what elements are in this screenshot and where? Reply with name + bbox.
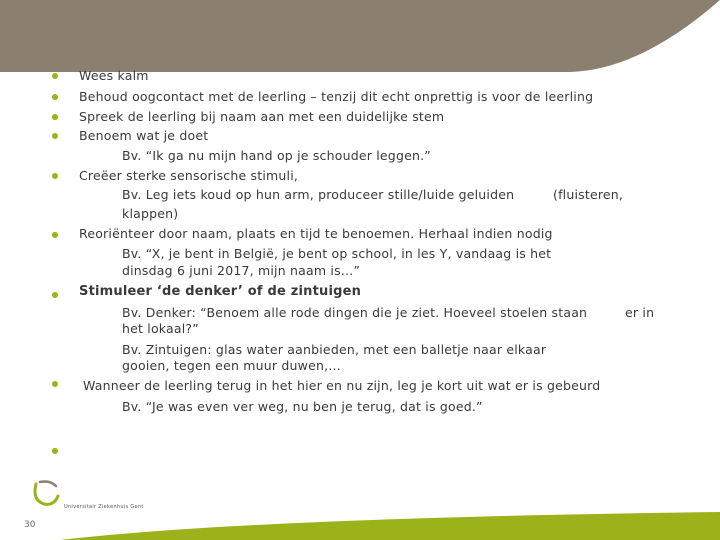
bullet (52, 73, 58, 79)
example-line: Bv. Leg iets koud op hun arm, produceer stille/luide geluiden (122, 187, 515, 202)
bullet (52, 173, 58, 179)
bullet (52, 448, 58, 454)
footer-band (0, 510, 720, 540)
bullet (52, 94, 58, 100)
list-item: Wees kalm (79, 68, 149, 83)
bullet (52, 232, 58, 238)
bullet (52, 133, 58, 139)
page-number: 30 (24, 520, 36, 530)
example-line: er in (625, 305, 655, 320)
example-line: dinsdag 6 juni 2017, mijn naam is…” (122, 263, 361, 278)
list-item: Wanneer de leerling terug in het hier en nu zijn, leg je kort uit wat er is gebeurd (83, 378, 601, 393)
bullet (52, 292, 58, 298)
example-line: gooien, tegen een muur duwen,… (122, 358, 341, 373)
list-item-heading: Stimuleer ‘de denker’ of de zintuigen (79, 284, 362, 299)
list-item: Creëer sterke sensorische stimuli, (79, 168, 299, 183)
uzgent-logo (30, 478, 64, 508)
example-line: Bv. “Ik ga nu mijn hand op je schouder leggen.” (122, 148, 431, 163)
list-item: Reoriënteer door naam, plaats en tijd te benoemen. Herhaal indien nodig (79, 226, 553, 241)
example-line: Bv. “X, je bent in België, je bent op school, in les Y, vandaag is het (122, 246, 552, 261)
list-item: Spreek de leerling bij naam aan met een duidelijke stem (79, 109, 445, 124)
list-item: Behoud oogcontact met de leerling – tenzij dit echt onprettig is voor de leerling (79, 89, 594, 104)
bullet (52, 114, 58, 120)
list-item: Benoem wat je doet (79, 128, 209, 143)
example-line: (fluisteren, (553, 187, 624, 202)
bullet (52, 381, 58, 387)
logo-text: Universitair Ziekenhuis Gent (64, 504, 144, 510)
example-line: Bv. “Je was even ver weg, nu ben je terug, dat is goed.” (122, 399, 483, 414)
header-band (0, 0, 720, 72)
example-line: Bv. Denker: “Benoem alle rode dingen die je ziet. Hoeveel stoelen staan (122, 305, 588, 320)
example-line: het lokaal?” (122, 321, 199, 336)
example-line: Bv. Zintuigen: glas water aanbieden, met een balletje naar elkaar (122, 342, 547, 357)
example-line: klappen) (122, 206, 179, 221)
